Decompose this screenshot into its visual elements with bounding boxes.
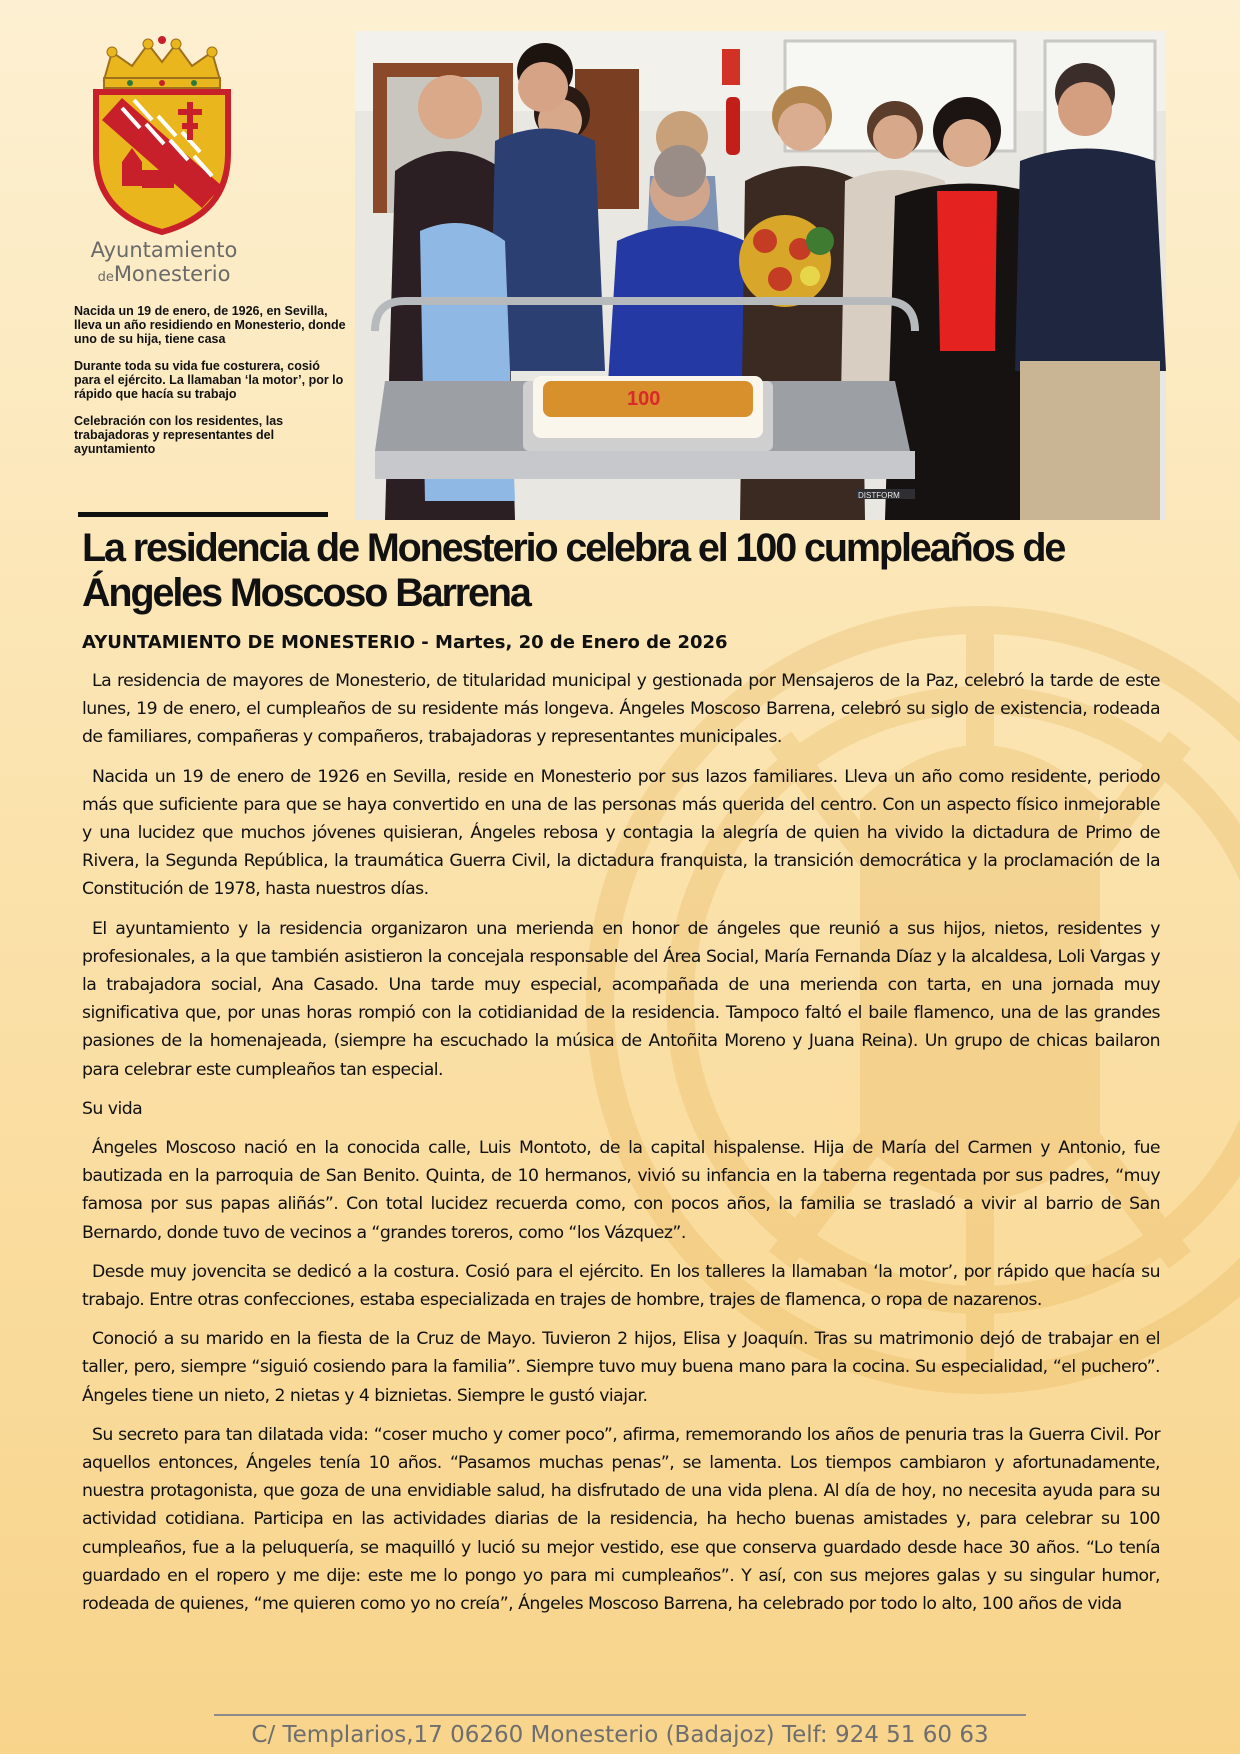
trolley-brand-label: DISTFORM (858, 491, 900, 500)
article-paragraph: La residencia de mayores de Monesterio, de titularidad municipal y gestionada por Mensajeros de la Paz, celebró la tarde de este lunes, 19 de enero, el cumpleaños de su residente más longeva. Ángeles Moscoso Barrena, celebró su siglo de existencia, rodeada de familiares, compañeras y compañeros, trabajadoras y representantes municipales. (82, 671, 1160, 748)
article-subhead: Su vida (82, 1098, 143, 1119)
logo-name-line2: deMonesterio (97, 262, 231, 286)
article-body (82, 667, 1160, 1629)
logo-name-line1: Ayuntamiento (90, 238, 238, 262)
article-byline: AYUNTAMIENTO DE MONESTERIO - Martes, 20 de Enero de 2026 (82, 632, 728, 653)
photo-captions (74, 304, 346, 469)
celebration-photo (355, 31, 1166, 520)
caption-1: Nacida un 19 de enero, de 1926, en Sevilla, lleva un año residiendo en Monesterio, donde uno de su hija, tiene casa (74, 304, 346, 346)
article-paragraph: Su secreto para tan dilatada vida: “coser mucho y comer poco”, afirma, rememorando los años de penuria tras la Guerra Civil. Por aquellos entonces, Ángeles tenía 10 años. “Pasamos muchas penas”, se lamenta. Los tiempos cambiaron y afortunadamente, nuestra protagonista, que goza de una envidiable salud, ha disfrutado de una vida plena. Al día de hoy, no necesita ayuda para su actividad cotidiana. Participa en las actividades diarias de la residencia, ha hecho buenas amistades y, para celebrar su 100 cumpleaños, fue a la peluquería, se maquilló y lució su mejor vestido, ese que conserva guardado desde hace 30 años. “Lo tenía guardado en el ropero y me dije: este me lo pongo yo para mi cumpleaños”. Y así, con sus mejores galas y su singular humor, rodeada de quienes, “me quieren como yo no creía”, Ángeles Moscoso Barrena, ha celebrado por todo lo alto, 100 años de vida (82, 1424, 1160, 1615)
footer-address: C/ Templarios,17 06260 Monesterio (Badajoz) Telf: 924 51 60 63 (251, 1722, 989, 1748)
article-headline: La residencia de Monesterio celebra el 100 cumpleaños de Ángeles Moscoso Barrena (82, 526, 1065, 615)
section-divider (78, 512, 328, 517)
article-paragraph: Nacida un 19 de enero de 1926 en Sevilla, reside en Monesterio por sus lazos familiares. Lleva un año como residente, periodo más que suficiente para que se haya convertido en una de las personas más querida del centro. Con un aspecto físico inmejorable y una lucidez que muchos jóvenes quisieran, Ángeles rebosa y contagia la alegría de quien ha vivido la dictadura de Primo de Rivera, la Segunda República, la traumática Guerra Civil, la dictadura franquista, la transición democrática y la proclamación de la Constitución de 1978, hasta nuestros días. (82, 766, 1160, 900)
article-paragraph: Conoció a su marido en la fiesta de la Cruz de Mayo. Tuvieron 2 hijos, Elisa y Joaquín. Tras su matrimonio dejó de trabajar en el taller, pero, siempre “siguió cosiendo para la familia”. Siempre tuvo muy buena mano para la cocina. Su especialidad, “el puchero”. Ángeles tiene un nieto, 2 nietas y 4 biznietas. Siempre le gustó viajar. (82, 1329, 1160, 1406)
article-paragraph: El ayuntamiento y la residencia organizaron una merienda en honor de ángeles que reunió a sus hijos, nietos, residentes y profesionales, a la que también asistieron la concejala responsable del Área Social, María Fernanda Díaz y la alcaldesa, Loli Vargas y la trabajadora social, Ana Casado. Una tarde muy especial, acompañada de una merienda con tarta, en una jornada muy significativa que, por unas horas rompió con la cotidianidad de la residencia. Tampoco faltó el baile flamenco, una de las grandes pasiones de la homenajeada, (siempre ha escuchado la música de Antoñita Moreno y Juana Reina). Un grupo de chicas bailaron para celebrar este cumpleaños tan especial. (82, 918, 1160, 1080)
cake-number: 100 (627, 388, 661, 410)
footer-divider (214, 1714, 1026, 1716)
caption-3: Celebración con los residentes, las trabajadoras y representantes del ayuntamiento (74, 414, 284, 456)
article-paragraph: Ángeles Moscoso nació en la conocida calle, Luis Montoto, de la capital hispalense. Hija de María del Carmen y Antonio, fue bautizada en la parroquia de San Benito. Quinta, de 10 hermanos, vivió su infancia en la taberna regentada por sus padres, “muy famosa por sus papas aliñás”. Con total lucidez recuerda como, con pocos años, la familia se trasladó a vivir al barrio de San Bernardo, donde tuvo de vecinos a “grandes toreros, como “los Vázquez”. (82, 1138, 1160, 1243)
municipality-name (74, 238, 254, 290)
caption-2: Durante toda su vida fue costurera, cosió para el ejército. La llamaban ‘la motor’, por lo rápido que hacía su trabajo (74, 359, 344, 401)
article-paragraph: Desde muy jovencita se dedicó a la costura. Cosió para el ejército. En los talleres la llamaban ‘la motor’, por rápido que hacía su trabajo. Entre otras confecciones, estaba especializada en trajes de hombre, trajes de flamenca, o ropa de nazarenos. (82, 1261, 1160, 1311)
